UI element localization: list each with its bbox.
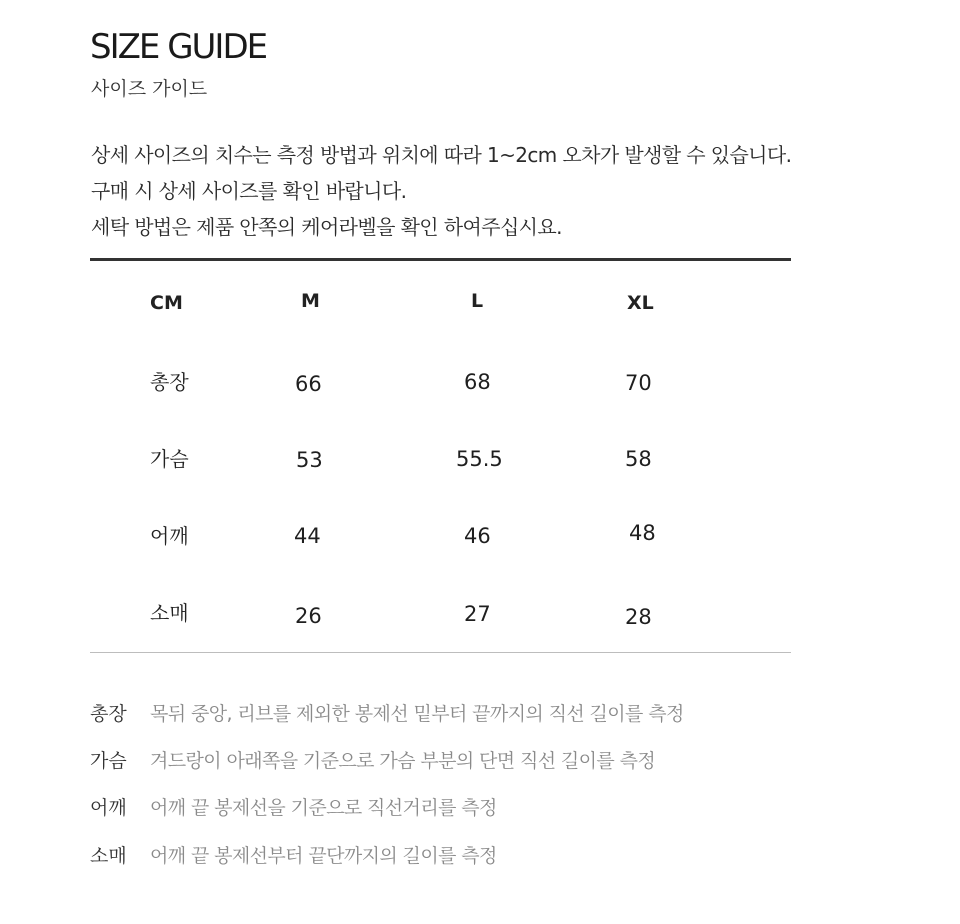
table-cell: 48 (629, 521, 656, 545)
note-line: 세탁 방법은 제품 안쪽의 케어라벨을 확인 하여주십시요. (91, 215, 562, 239)
page-title: SIZE GUIDE (90, 27, 267, 67)
table-cell: 70 (625, 371, 652, 395)
table-cell: 44 (294, 524, 321, 548)
column-header-m: M (301, 290, 320, 312)
legend-description: 겨드랑이 아래쪽을 기준으로 가슴 부분의 단면 직선 길이를 측정 (150, 750, 656, 772)
legend-description: 어깨 끝 봉제선부터 끝단까지의 길이를 측정 (150, 845, 497, 867)
table-cell: 58 (625, 447, 652, 471)
table-cell: 55.5 (456, 447, 503, 471)
row-label-sleeve: 소매 (150, 601, 189, 625)
page-subtitle: 사이즈 가이드 (91, 78, 208, 100)
table-cell: 46 (464, 524, 491, 548)
legend-term: 소매 (90, 845, 127, 867)
legend-term: 총장 (90, 703, 127, 725)
column-header-xl: XL (627, 292, 654, 314)
size-notes (91, 137, 791, 245)
legend-description: 어깨 끝 봉제선을 기준으로 직선거리를 측정 (150, 797, 497, 819)
table-cell: 68 (464, 370, 491, 394)
table-cell: 27 (464, 602, 491, 626)
row-label-length: 총장 (150, 370, 189, 394)
legend-description: 목뒤 중앙, 리브를 제외한 봉제선 밑부터 끝까지의 직선 길이를 측정 (150, 703, 684, 725)
column-header-unit: CM (150, 292, 183, 314)
legend-term: 가슴 (90, 750, 127, 772)
table-top-rule (90, 258, 791, 261)
note-line: 상세 사이즈의 치수는 측정 방법과 위치에 따라 1~2cm 오차가 발생할 수 있습니다. (91, 143, 792, 167)
table-bottom-rule (90, 652, 791, 653)
row-label-shoulder: 어깨 (150, 524, 189, 548)
table-cell: 28 (625, 605, 652, 629)
column-header-l: L (471, 290, 484, 312)
table-cell: 66 (295, 372, 322, 396)
row-label-chest: 가슴 (150, 447, 189, 471)
note-line: 구매 시 상세 사이즈를 확인 바랍니다. (91, 179, 407, 203)
legend-term: 어깨 (90, 797, 127, 819)
table-cell: 53 (296, 448, 323, 472)
table-cell: 26 (295, 604, 322, 628)
